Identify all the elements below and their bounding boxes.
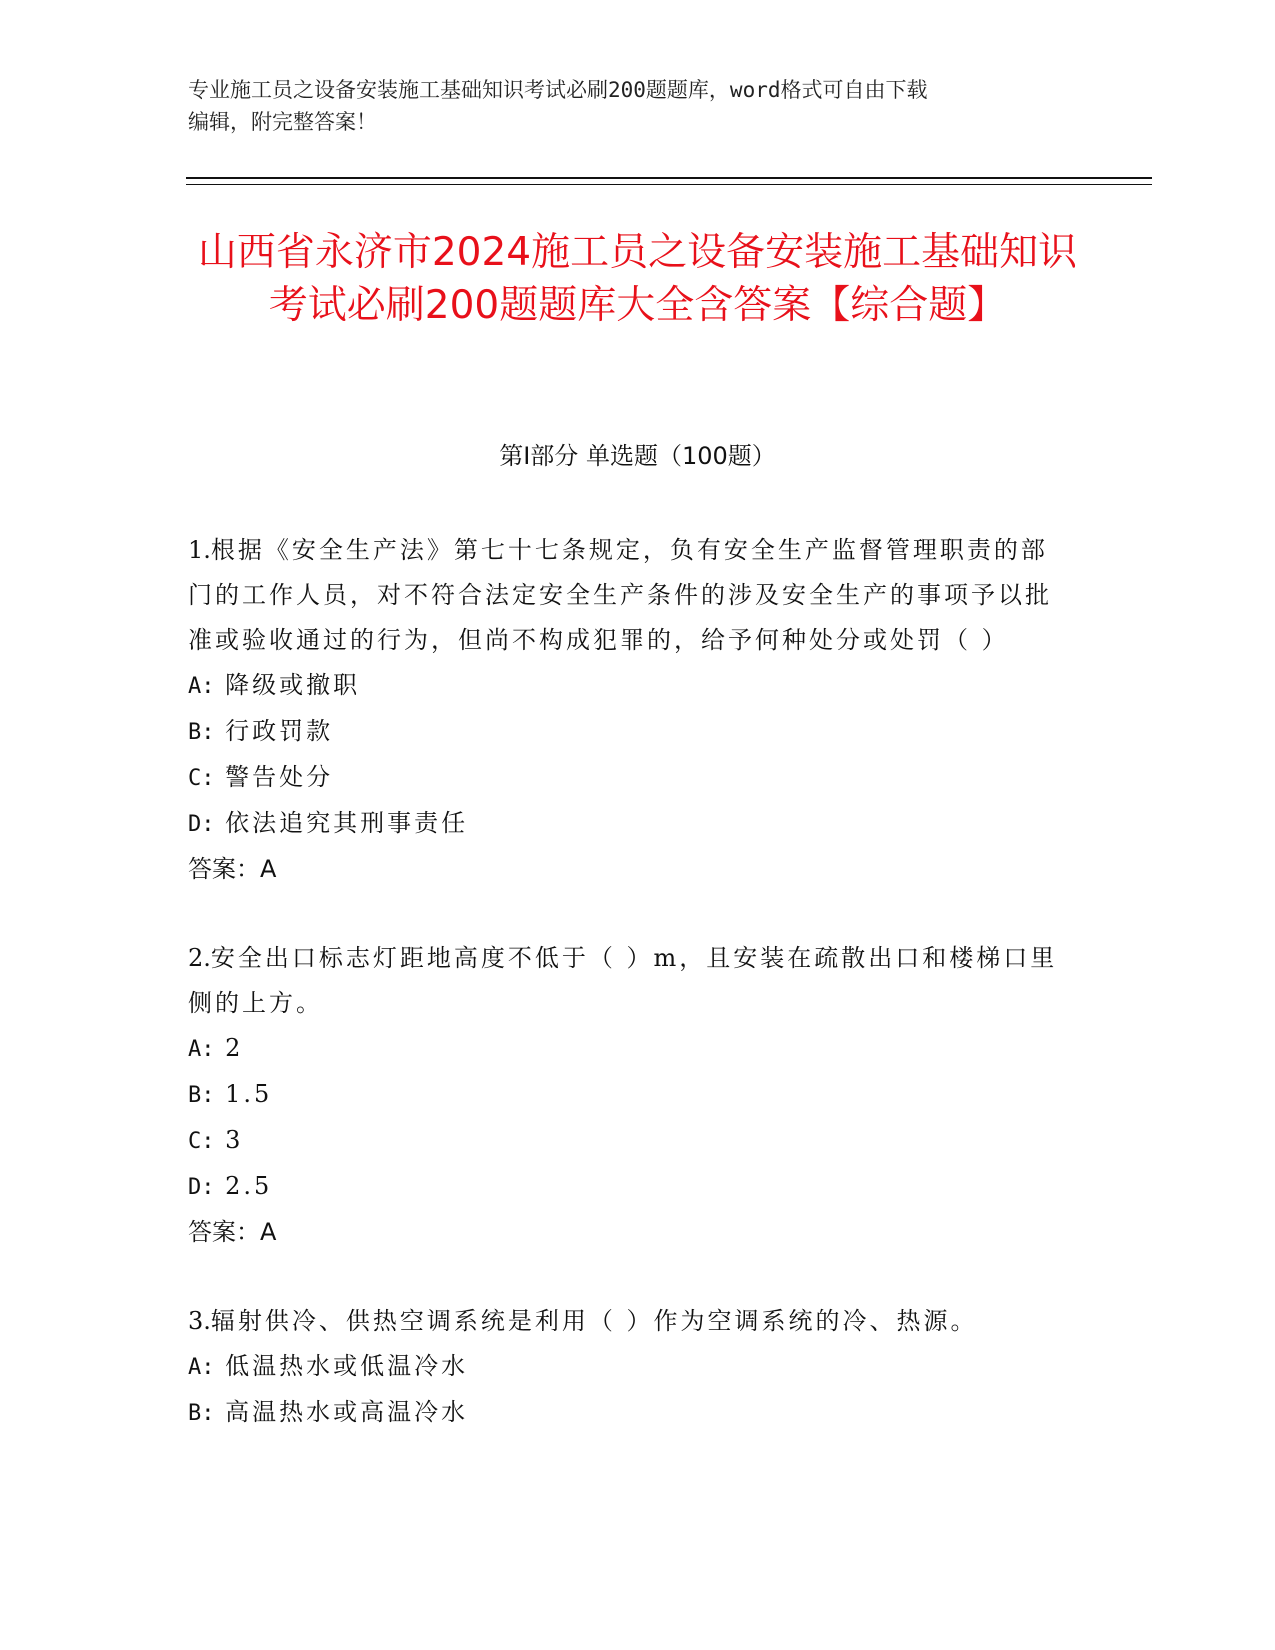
option-letter: D:: [188, 1175, 215, 1200]
option-text: 1.5: [225, 1080, 273, 1108]
question-text: [188, 936, 1068, 1026]
option-letter: B:: [188, 1083, 215, 1108]
option-b: [188, 709, 1068, 755]
answer-line: 答案：A: [188, 855, 277, 883]
option-c: [188, 755, 1068, 801]
option-text: 3: [225, 1126, 244, 1154]
document-title: 山西省永济市2024施工员之设备安装施工基础知识考试必刷200题题库大全含答案【综合题】: [197, 230, 1078, 328]
question-text: [188, 528, 1068, 663]
question-number: 2.: [188, 944, 211, 972]
answer-line: 答案：A: [188, 1218, 277, 1246]
option-letter: A:: [188, 674, 215, 699]
option-text: 依法追究其刑事责任: [225, 809, 469, 837]
option-letter: C:: [188, 1129, 215, 1154]
option-a: [188, 1026, 1068, 1072]
question-number: 1.: [188, 536, 211, 564]
option-text: 警告处分: [225, 763, 334, 791]
header-divider-thin: [186, 184, 1152, 185]
option-c: [188, 1118, 1068, 1164]
header-note-line-2: 编辑，附完整答案！: [188, 110, 377, 134]
header-note: [188, 74, 1068, 138]
option-d: [188, 801, 1068, 847]
option-d: [188, 1164, 1068, 1210]
option-letter: C:: [188, 766, 215, 791]
option-letter: A:: [188, 1355, 215, 1380]
option-b: [188, 1390, 1068, 1436]
question-body: 安全出口标志灯距地高度不低于（ ）m，且安装在疏散出口和楼梯口里侧的上方。: [188, 944, 1058, 1017]
option-letter: A:: [188, 1037, 215, 1062]
question-3: [188, 1299, 1068, 1436]
question-number: 3.: [188, 1307, 211, 1335]
header-divider-thick: [186, 177, 1152, 179]
option-a: [188, 663, 1068, 709]
question-list: [188, 528, 1068, 1480]
option-b: [188, 1072, 1068, 1118]
header-note-line-1: 专业施工员之设备安装施工基础知识考试必刷200题题库，word格式可自由下载: [188, 78, 928, 102]
question-body: 辐射供冷、供热空调系统是利用（ ）作为空调系统的冷、热源。: [210, 1307, 978, 1335]
section-heading: 第I部分 单选题（100题）: [499, 442, 776, 470]
option-text: 行政罚款: [225, 717, 334, 745]
option-a: [188, 1344, 1068, 1390]
option-text: 低温热水或低温冷水: [225, 1352, 469, 1380]
option-text: 降级或撤职: [225, 671, 361, 699]
question-text: [188, 1299, 1068, 1344]
option-text: 2.5: [225, 1172, 273, 1200]
option-letter: B:: [188, 1401, 215, 1426]
question-body: 根据《安全生产法》第七十七条规定，负有安全生产监督管理职责的部门的工作人员，对不符合法定安全生产条件的涉及安全生产的事项予以批准或验收通过的行为，但尚不构成犯罪的，给予何种处分或处罚（ ）: [188, 536, 1052, 654]
option-letter: D:: [188, 812, 215, 837]
option-text: 2: [225, 1034, 244, 1062]
question-1: [188, 528, 1068, 892]
option-text: 高温热水或高温冷水: [225, 1398, 469, 1426]
question-2: [188, 936, 1068, 1255]
option-letter: B:: [188, 720, 215, 745]
